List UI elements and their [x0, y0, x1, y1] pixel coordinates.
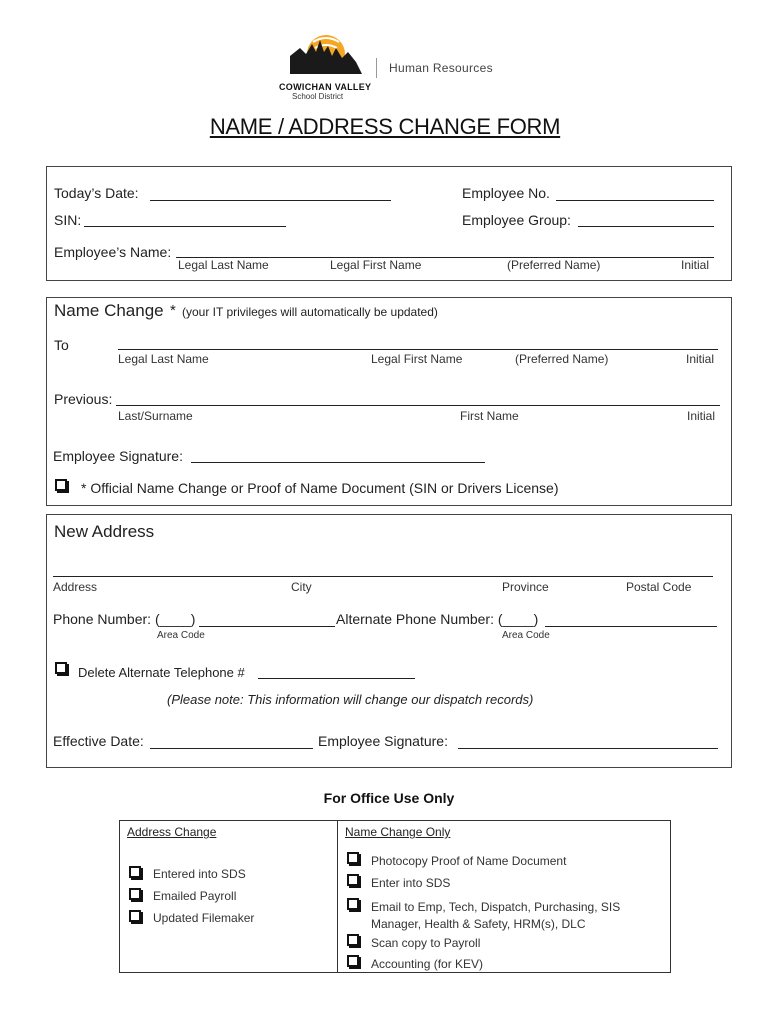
- office-checkbox[interactable]: [129, 866, 141, 878]
- name-signature-field[interactable]: [191, 462, 485, 463]
- org-name: COWICHAN VALLEY: [279, 82, 372, 92]
- office-checkbox[interactable]: [129, 888, 141, 900]
- alt-phone-area-code-label: Area Code: [502, 630, 550, 641]
- header-divider: [376, 58, 377, 78]
- new-name-part: Initial: [686, 352, 715, 366]
- new-name-part: Legal First Name: [371, 352, 463, 366]
- office-item-label: Manager, Health & Safety, HRM(s), DLC: [371, 917, 586, 931]
- phone-area-code-label: Area Code: [157, 630, 205, 641]
- office-item-label: Photocopy Proof of Name Document: [371, 854, 567, 868]
- delete-alt-phone-checkbox[interactable]: [55, 662, 67, 674]
- department-name: Human Resources: [389, 61, 493, 75]
- address-part: Province: [502, 580, 549, 594]
- previous-label: Previous:: [54, 391, 113, 407]
- office-use-divider: [337, 820, 338, 973]
- employee-name-label: Employee’s Name:: [54, 244, 172, 260]
- office-item-label: Scan copy to Payroll: [371, 936, 481, 950]
- alt-phone-field[interactable]: [545, 626, 717, 627]
- office-checkbox[interactable]: [347, 955, 359, 967]
- new-name-field[interactable]: [118, 349, 718, 350]
- office-item-label: Entered into SDS: [153, 867, 246, 881]
- employee-name-part: Initial: [681, 258, 710, 272]
- previous-name-part: First Name: [460, 409, 519, 423]
- employee-no-label: Employee No.: [462, 185, 550, 201]
- delete-alt-phone-field[interactable]: [258, 678, 415, 679]
- employee-no-field[interactable]: [556, 200, 714, 201]
- address-signature-field[interactable]: [458, 748, 718, 749]
- office-checkbox[interactable]: [347, 852, 359, 864]
- alt-phone-label: Alternate Phone Number: (____): [336, 611, 539, 627]
- address-part: Postal Code: [626, 580, 692, 594]
- new-name-part: Legal Last Name: [118, 352, 209, 366]
- office-checkbox[interactable]: [347, 874, 359, 886]
- new-name-part: (Preferred Name): [515, 352, 609, 366]
- office-checkbox[interactable]: [347, 898, 359, 910]
- dispatch-note: (Please note: This information will change our dispatch records): [167, 692, 534, 707]
- office-item-label: Accounting (for KEV): [371, 957, 484, 971]
- effective-date-label: Effective Date:: [53, 733, 144, 749]
- name-change-header: Name Change Only: [345, 825, 451, 839]
- address-signature-label: Employee Signature:: [318, 733, 448, 749]
- sin-field[interactable]: [84, 226, 286, 227]
- name-signature-label: Employee Signature:: [53, 448, 183, 464]
- logo-emblem-icon: [286, 34, 366, 84]
- org-subname: School District: [292, 92, 344, 101]
- new-address-title: New Address: [54, 522, 155, 541]
- name-change-section: [46, 297, 732, 506]
- name-change-note: (your IT privileges will automatically be updated): [182, 305, 438, 319]
- address-part: Address: [53, 580, 98, 594]
- sin-label: SIN:: [54, 212, 82, 228]
- previous-name-part: Last/Surname: [118, 409, 193, 423]
- office-checkbox[interactable]: [347, 934, 359, 946]
- previous-name-part: Initial: [687, 409, 716, 423]
- new-address-section: [46, 514, 732, 768]
- previous-name-field[interactable]: [116, 405, 720, 406]
- address-field[interactable]: [53, 576, 713, 577]
- address-change-header: Address Change: [127, 825, 217, 839]
- office-item-label: Email to Emp, Tech, Dispatch, Purchasing, SIS: [371, 900, 621, 914]
- todays-date-label: Today’s Date:: [54, 185, 139, 201]
- employee-name-part: Legal Last Name: [178, 258, 269, 272]
- office-item-label: Enter into SDS: [371, 876, 451, 890]
- office-checkbox[interactable]: [129, 910, 141, 922]
- office-item-label: Updated Filemaker: [153, 911, 255, 925]
- todays-date-field[interactable]: [150, 200, 391, 201]
- employee-group-label: Employee Group:: [462, 212, 571, 228]
- address-part: City: [291, 580, 312, 594]
- effective-date-field[interactable]: [150, 748, 313, 749]
- employee-name-part: Legal First Name: [330, 258, 422, 272]
- delete-alt-phone-label: Delete Alternate Telephone #: [78, 665, 245, 680]
- office-use-title: For Office Use Only: [323, 790, 455, 806]
- office-item-label: Emailed Payroll: [153, 889, 237, 903]
- name-document-checkbox[interactable]: [55, 479, 67, 491]
- name-change-title: Name Change: [54, 301, 164, 320]
- district-logo: [286, 34, 366, 84]
- to-label: To: [54, 337, 69, 353]
- employee-group-field[interactable]: [578, 226, 714, 227]
- phone-label: Phone Number: (____): [53, 611, 196, 627]
- phone-field[interactable]: [199, 626, 335, 627]
- form-title: NAME / ADDRESS CHANGE FORM: [209, 114, 561, 139]
- name-change-star: *: [170, 302, 176, 319]
- employee-name-part: (Preferred Name): [507, 258, 601, 272]
- name-document-label: * Official Name Change or Proof of Name Document (SIN or Drivers License): [81, 480, 559, 496]
